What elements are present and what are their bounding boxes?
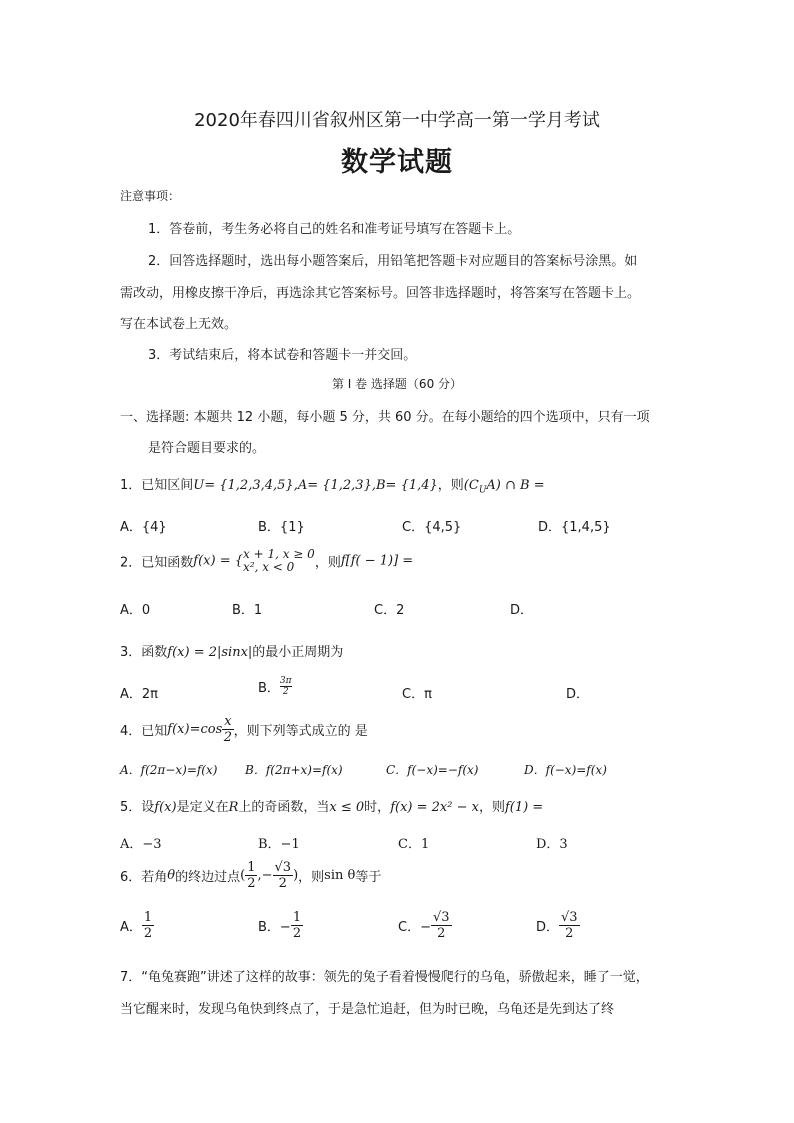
q5-option-d: D．3: [536, 837, 568, 852]
section-title: 第 I 卷 选择题（60 分）: [331, 377, 463, 391]
q1-expr: (C: [463, 478, 479, 493]
q5-option-c: C．1: [398, 837, 430, 852]
q6-point-x: [245, 860, 257, 891]
q4-frac-num: x: [224, 714, 232, 729]
q6-prefix: 6．若角: [120, 870, 168, 885]
q4-frac-den: 2: [223, 730, 233, 745]
q6-sin: sin θ: [324, 868, 356, 883]
q5-option-a: A．−3: [120, 837, 162, 852]
q6-option-a-fraction: [142, 910, 154, 941]
q6-mid: 的终边过点: [175, 870, 241, 885]
q4-suffix: ，则下列等式成立的 是: [233, 724, 368, 739]
question-2: [120, 548, 413, 574]
notice-item-3: 3．考试结束后，将本试卷和答题卡一并交回。: [148, 348, 417, 363]
question-7-line1: 7．“龟兔赛跑”讲述了这样的故事：领先的兔子看着慢慢爬行的乌龟，骄傲起来，睡了一觉，: [120, 970, 649, 985]
q6-option-b-num: 1: [292, 910, 302, 925]
q2-case-2: x², x < 0: [243, 560, 295, 574]
q2-fx: f(x) = {: [193, 553, 243, 569]
q2-option-c: C．2: [374, 603, 405, 618]
exam-title: 2020年春四川省叙州区第一中学高一第一学月考试: [194, 110, 600, 131]
q2-case-1: x + 1, x ≥ 0: [243, 547, 315, 561]
q1-option-d: D．{1,4,5}: [538, 520, 611, 535]
q6-option-a-den: 2: [143, 926, 153, 941]
q5-prefix: 5．设: [120, 800, 155, 815]
q6-point-close: ): [293, 868, 299, 883]
q6-option-a-label: A．: [120, 920, 142, 935]
q1-sub: U: [478, 485, 487, 496]
q6-option-b-den: 2: [292, 926, 302, 941]
q3-option-a: A．2π: [120, 687, 158, 702]
q2-option-d: D．: [510, 603, 534, 618]
q5-condition: x ≤ 0: [329, 800, 365, 815]
q6-option-c-den: 2: [437, 926, 446, 941]
question-5: [120, 796, 543, 815]
q2-ask: f[f( − 1)] =: [340, 553, 414, 569]
q6-option-d-den: 2: [565, 926, 574, 941]
q3-suffix: 的最小正周期为: [252, 645, 344, 660]
q6-option-c-num: √3: [432, 910, 450, 925]
question-3: [120, 641, 343, 660]
q2-prefix: 2．已知函数: [120, 555, 194, 571]
section-intro-line1: 一、选择题: 本题共 12 小题，每小题 5 分，共 60 分。在每小题给的四个选项中，只有一项: [120, 410, 650, 425]
q3-fx: f(x) = 2|sinx|: [167, 645, 253, 660]
q6-point-y: [273, 860, 294, 891]
q1-option-a: A．{4}: [120, 520, 167, 535]
q3-option-b-label: B．: [258, 681, 280, 696]
q6-option-a: [120, 910, 154, 941]
q4-option-b: B．f(2π+x)=f(x): [245, 763, 343, 777]
q6-option-d-num: √3: [561, 910, 578, 925]
q6-point-x-num: 1: [247, 860, 256, 875]
q3-option-b-fraction: [280, 676, 292, 697]
q6-option-b-fraction: [291, 910, 303, 941]
q3-option-d: D．: [566, 687, 590, 702]
q5-mid3: 时，: [364, 800, 391, 815]
q2-suffix: ，则: [314, 555, 341, 571]
q1-sets: U= {1,2,3,4,5},A= {1,2,3},B= {1,4}: [193, 478, 438, 493]
question-6: [120, 860, 381, 891]
question-1: [120, 474, 545, 496]
q6-point-comma: ,−: [257, 868, 273, 883]
q5-expr: f(x) = 2x² − x: [390, 800, 479, 815]
q6-point-y-den: 2: [278, 876, 287, 891]
q4-option-a: A．f(2π−x)=f(x): [120, 763, 218, 777]
notice-item-1: 1．答卷前，考生务必将自己的姓名和准考证号填写在答题卡上。: [148, 222, 521, 237]
q6-option-d-label: D．: [536, 920, 560, 935]
q1-expr2: A) ∩ B =: [486, 478, 545, 493]
q5-mid2: 上的奇函数，当: [238, 800, 330, 815]
notice-heading: 注意事项：: [120, 189, 181, 203]
q6-option-b-label: B．−: [258, 920, 291, 935]
q6-option-d: [536, 910, 580, 941]
q5-suffix: ，则: [478, 800, 505, 815]
q3-option-b: [258, 676, 292, 697]
q1-option-b: B．{1}: [258, 520, 305, 535]
q6-point-y-num: √3: [274, 860, 292, 875]
notice-item-2-line3: 写在本试卷上无效。: [120, 317, 238, 332]
section-intro-line2: 是符合题目要求的。: [148, 441, 266, 456]
subject-title: 数学试题: [341, 147, 453, 178]
q4-option-c: C．f(−x)=−f(x): [386, 763, 479, 777]
q5-mid: 是定义在: [176, 800, 229, 815]
q5-fx: f(x): [154, 800, 177, 815]
q4-fx: f(x)=cos: [167, 722, 223, 737]
q3-option-c: C．π: [402, 687, 432, 702]
q4-option-d: D．f(−x)=f(x): [524, 763, 607, 777]
q5-R: R: [228, 800, 239, 815]
q6-option-c-label: C．−: [398, 920, 431, 935]
q6-point-open: (: [240, 868, 246, 883]
notice-item-2-line2: 需改动，用橡皮擦干净后，再选涂其它答案标号。回答非选择题时，将答案写在答题卡上。: [120, 286, 641, 301]
notice-item-2-line1: 2．回答选择题时，选出每小题答案后，用铅笔把答题卡对应题目的答案标号涂黑。如: [148, 254, 638, 269]
q6-theta: θ: [167, 868, 176, 883]
q6-option-a-num: 1: [143, 910, 153, 925]
q2-option-b: B．1: [232, 603, 263, 618]
question-4: [120, 714, 368, 745]
q3-option-b-num: 3π: [279, 676, 292, 686]
q5-option-b: B．−1: [258, 837, 300, 852]
q5-ask: f(1) =: [504, 800, 544, 815]
q6-option-d-fraction: [559, 910, 580, 941]
q6-point-x-den: 2: [247, 876, 256, 891]
q1-prefix: 1．已知区间: [120, 478, 194, 493]
q6-suffix: ，则: [298, 870, 325, 885]
q1-option-c: C．{4,5}: [402, 520, 462, 535]
q4-fraction: [222, 714, 233, 745]
q3-prefix: 3．函数: [120, 645, 168, 660]
q3-option-b-den: 2: [282, 687, 289, 697]
q6-option-c: [398, 910, 452, 941]
question-7-line2: 当它醒来时，发现乌龟快到终点了，于是急忙追赶，但为时已晚，乌龟还是先到达了终: [120, 1002, 615, 1017]
q6-option-b: [258, 910, 303, 941]
q6-suffix2: 等于: [355, 870, 382, 885]
q2-option-a: A．0: [120, 603, 151, 618]
q6-option-c-fraction: [431, 910, 452, 941]
q4-prefix: 4．已知: [120, 724, 168, 739]
q1-mid: ，则: [437, 478, 464, 493]
q2-piecewise: [243, 548, 315, 574]
